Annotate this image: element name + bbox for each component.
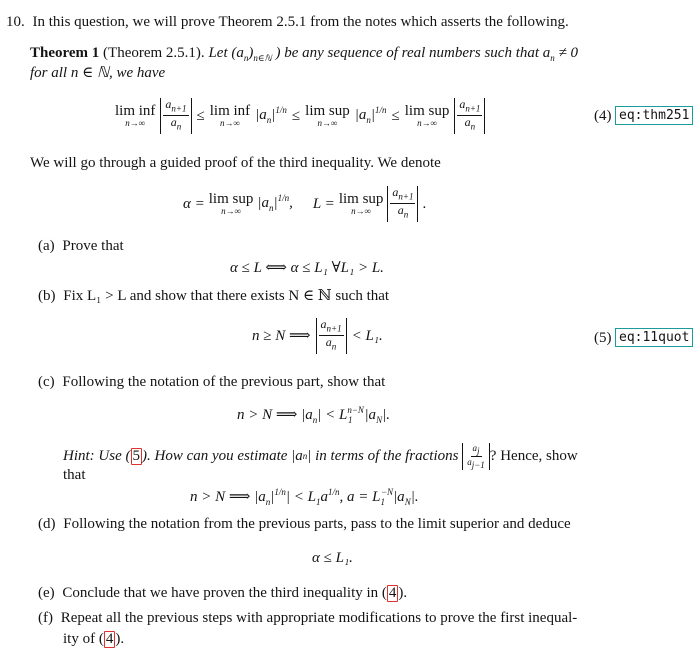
- alpha-L-definition: α = lim sup n→∞ $|a_n|^{1/n}$, L = lim sup n→∞ $\frac{a_{n+1}}{a_n}$ .: [183, 185, 427, 220]
- equation-4-tag: eq:thm251: [615, 106, 693, 125]
- ref-4[interactable]: 4: [388, 585, 397, 601]
- ref-4-second[interactable]: 4: [105, 631, 114, 647]
- problem-intro: In this question, we will prove Theorem 2.5.1 from the notes which asserts the following.: [32, 14, 569, 30]
- part-c-hint-cont: that: [63, 467, 86, 483]
- part-d-math: α ≤ L₁.: [312, 550, 353, 566]
- equation-4: lim inf n→∞ $\frac{a_{n+1}}{a_n}$ ≤ lim inf n→∞ $|a_n|^{1/n}$ ≤ lim sup n→∞ $|a_n|^{1/n}$ ≤ lim sup n→∞ $\frac{a_{n+1}}{a_n}$: [115, 98, 485, 134]
- part-f-cont: ity of ( 4 ).: [63, 631, 125, 647]
- part-a-math: α ≤ L ⟺ α ≤ L₁ ∀L₁ > L.: [230, 260, 384, 276]
- theorem-statement-cont: for all n ∈ ℕ, we have: [30, 65, 166, 81]
- equation-5-tag: eq:11quot: [615, 328, 693, 347]
- guided-proof-text: We will go through a guided proof of the third inequality. We denote: [30, 155, 441, 171]
- part-e: (e) Conclude that we have proven the third inequality in ( 4 ).: [38, 585, 408, 601]
- ref-5[interactable]: 5: [132, 447, 140, 464]
- theorem-ref: (Theorem 2.5.1).: [103, 45, 205, 61]
- theorem-label: Theorem 1: [30, 45, 100, 61]
- part-b-math: n ≥ N ⟹ $\frac{a_{n+1}}{a_n}$ < L₁.: [252, 317, 383, 352]
- liminf-operator-2: lim inf n→∞: [209, 103, 251, 129]
- limsup-operator: lim sup n→∞: [305, 103, 350, 129]
- equation-4-number: (4): [594, 108, 612, 124]
- part-d: (d) Following the notation from the previous parts, pass to the limit superior and deduce: [38, 516, 571, 532]
- problem-heading: [6, 13, 569, 32]
- part-c-hint: Hint: Use ( 5 ) . How can you estimate |a n | in terms of the fractions $\frac{a_j}{a_{j-1}}$ ? Hence, show: [63, 443, 578, 470]
- problem-number: 10.: [6, 14, 25, 30]
- theorem-statement: Theorem 1 (Theorem 2.5.1). Let $(a_n)_{n\in ℕ}$ ) be any sequence of real numbers such that $a_n \ne 0$: [30, 45, 579, 63]
- part-c-math-2: n > N ⟹ $|a_n|^{1/n}| < L_1a^{1/n}$, $a = L_1^{-N}|a_N|$.: [190, 487, 419, 507]
- part-c: (c) Following the notation of the previous part, show that: [38, 374, 386, 390]
- part-a: (a) Prove that: [38, 238, 124, 254]
- liminf-operator: lim inf n→∞: [115, 103, 156, 129]
- equation-5-number: (5): [594, 330, 612, 346]
- limsup-operator-2: lim sup n→∞: [404, 103, 450, 129]
- part-c-math: n > N ⟹ $|a_n| < L^{n-N}_1$ $|a_N|$.: [237, 405, 390, 425]
- part-f: (f) Repeat all the previous steps with appropriate modifications to prove the first inequal-: [38, 610, 578, 626]
- part-b: (b) Fix L₁ > L and show that there exists N ∈ ℕ such that: [38, 288, 390, 304]
